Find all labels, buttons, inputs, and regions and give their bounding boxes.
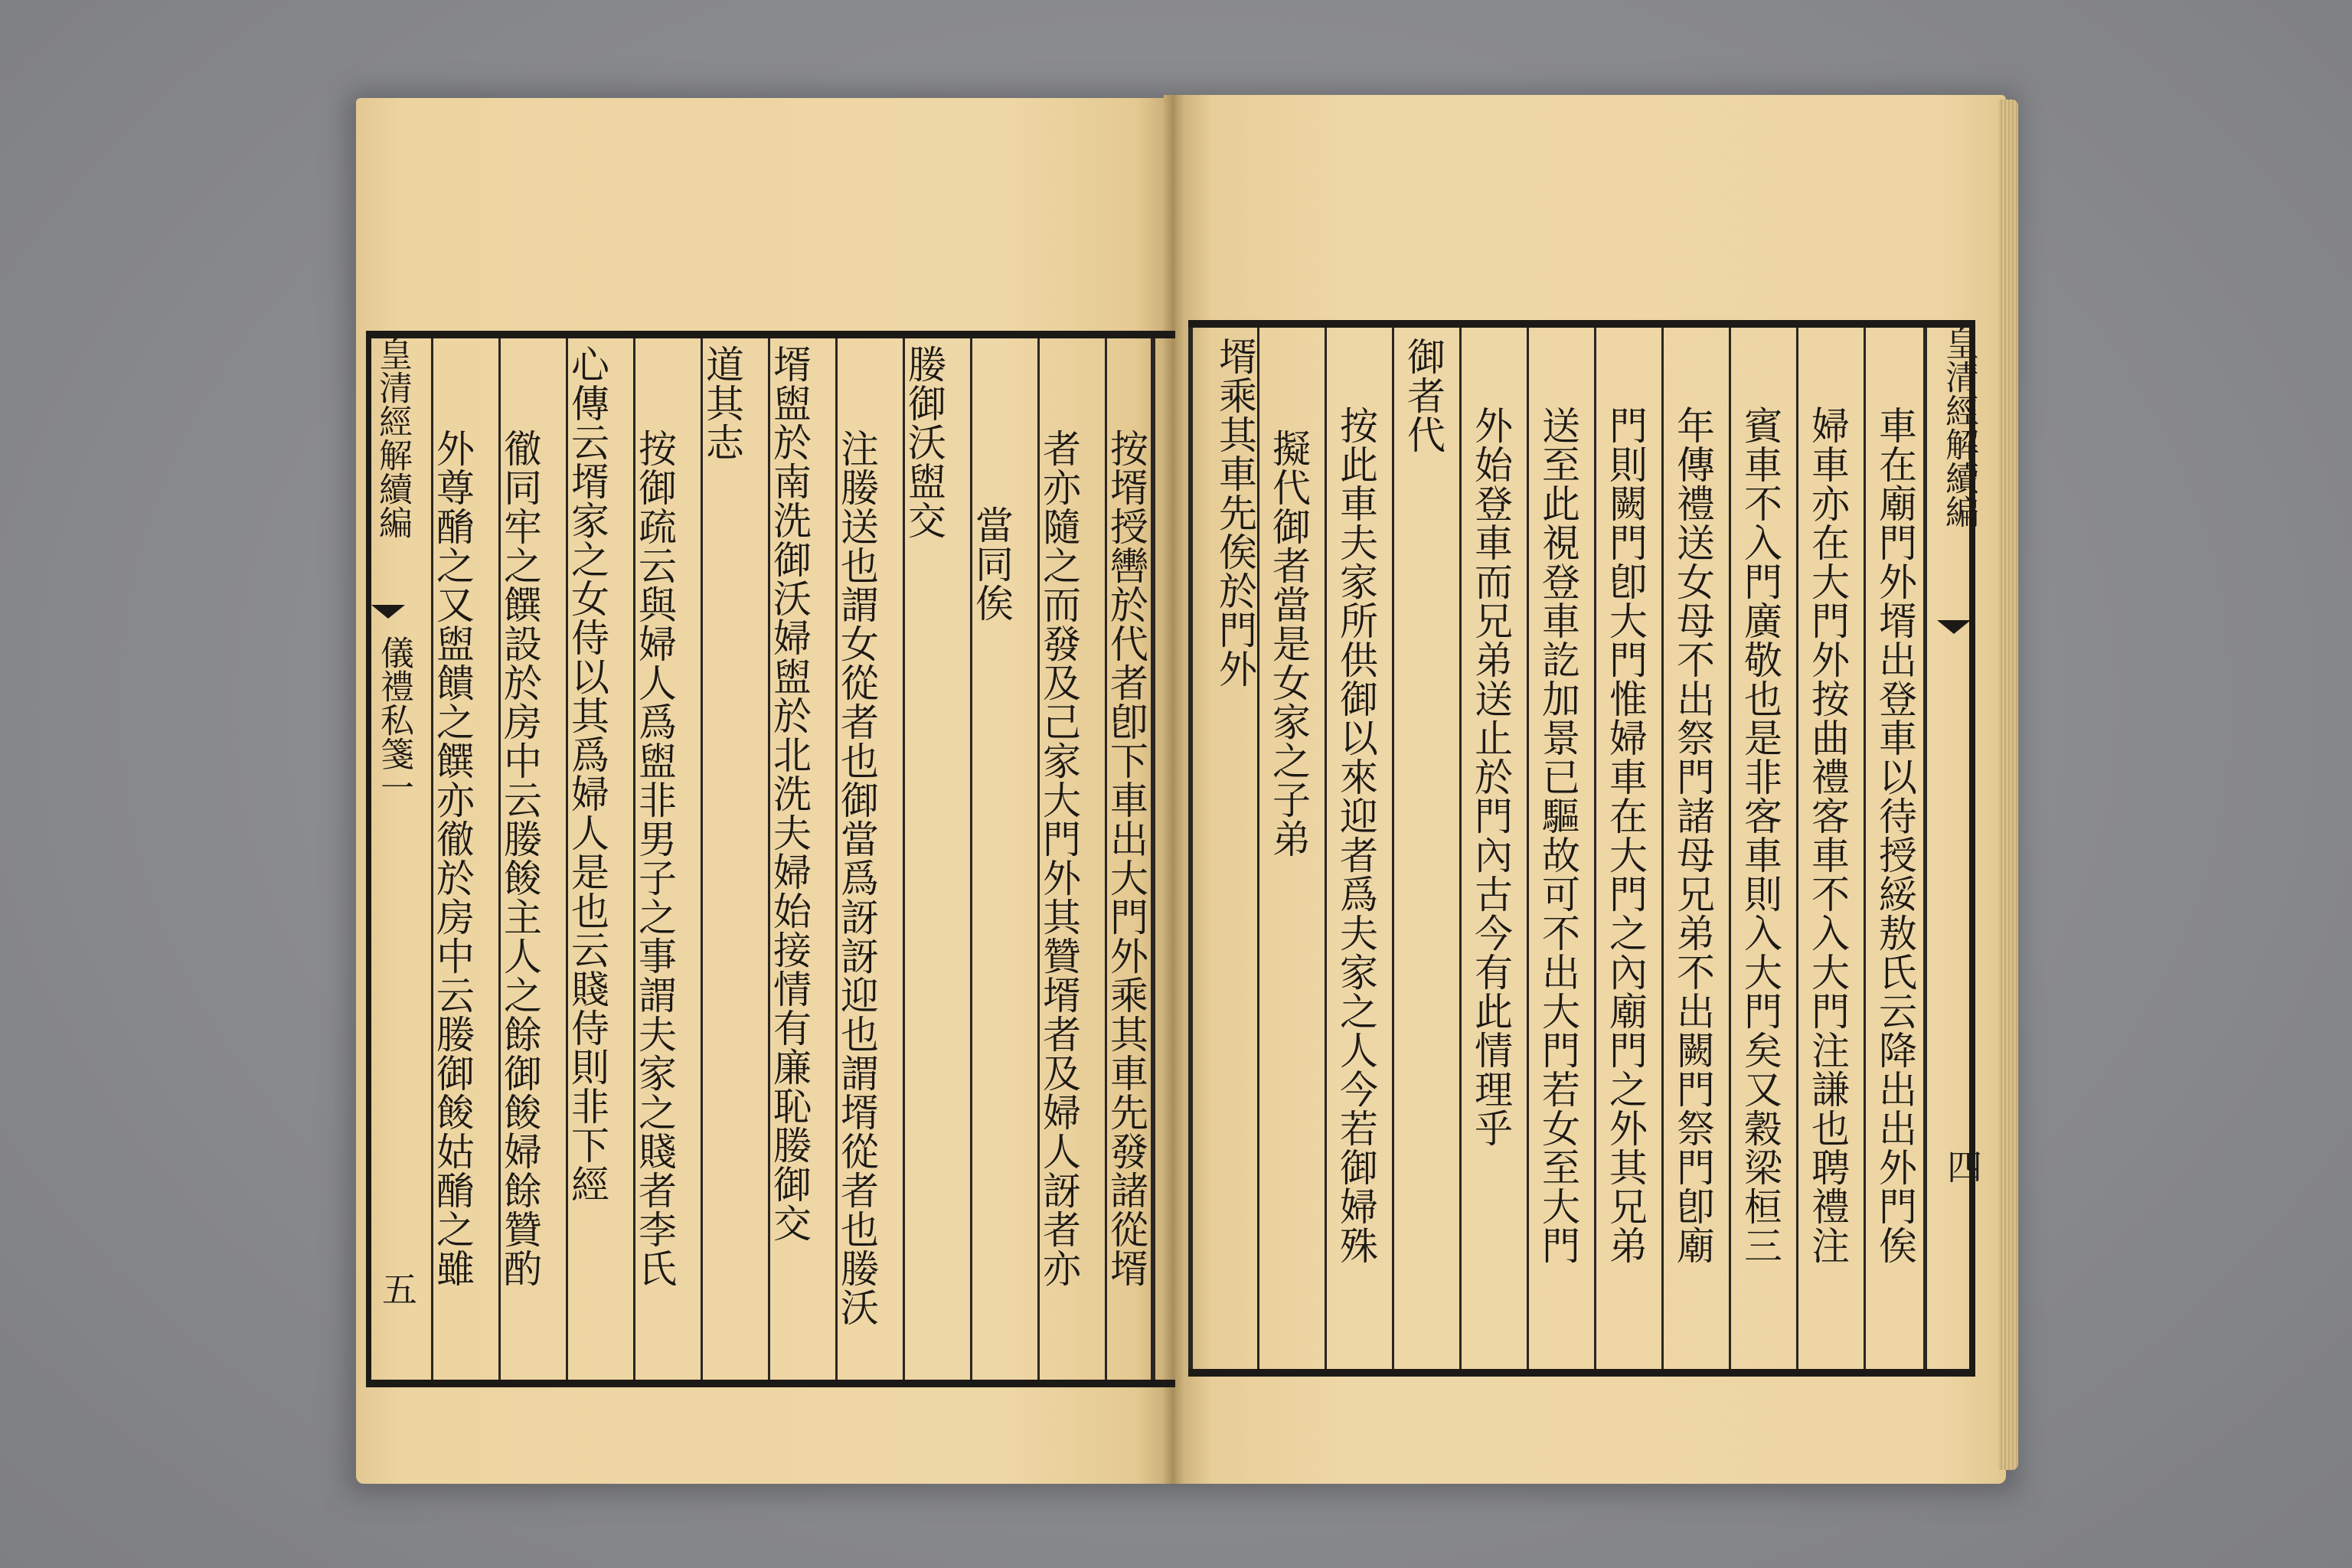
text-column: 徹同牢之饌設於房中云媵餕主人之餘御餕婦餘贊酌 [498,429,542,1288]
text-column: 擬代御者當是女家之子弟 [1266,429,1311,858]
text-column: 賓車不入門廣敬也是非客車則入大門矣又穀梁桓三 [1738,406,1782,1265]
column-rule [1325,328,1327,1369]
column-rule [1594,328,1596,1369]
right-folio-number: 四 [1942,1148,1983,1184]
text-column: 門則闕門卽大門惟婦車在大門之內廟門之外其兄弟 [1603,406,1648,1265]
text-column: 送至此視登車訖加景已驅故可不出大門若女至大門 [1536,406,1580,1265]
text-column: 按御疏云與婦人爲盥非男子之事謂夫家之賤者李氏 [632,429,677,1288]
text-column: 者亦隨之而發及己家大門外其贊壻者及婦人訝者亦 [1037,429,1081,1288]
column-rule [1661,328,1664,1369]
center-rule [1188,328,1193,1369]
text-column: 當同俟 [969,505,1014,622]
text-column: 媵御沃盥交 [902,345,946,540]
fishtail-mark [371,605,405,619]
column-rule [1864,328,1866,1369]
text-column: 御者代 [1401,337,1446,454]
right-margin-title: 皇清經解續編 [1939,326,1978,528]
text-column: 壻盥於南洗御沃婦盥於北洗夫婦始接情有廉恥媵御交 [767,345,812,1243]
column-rule [1392,328,1394,1369]
text-column: 車在廟門外壻出登車以待授綏敖氏云降出出外門俟 [1873,406,1917,1265]
fishtail-mark [1937,620,1971,634]
text-column: 按此車夫家所供御以來迎者爲夫家之人今若御婦殊 [1334,406,1378,1265]
column-rule [1796,328,1798,1369]
text-column: 婦車亦在大門外按曲禮客車不入大門注謙也聘禮注 [1805,406,1850,1265]
column-rule [1527,328,1529,1369]
column-rule [1729,328,1731,1369]
text-column: 壻乘其車先俟於門外 [1213,337,1257,688]
text-column: 按壻授轡於代者卽下車出大門外乘其車先發諸從壻 [1104,429,1148,1288]
left-folio-number: 五 [377,1271,418,1306]
column-rule [970,338,972,1380]
text-column: 道其志 [700,345,744,462]
page-edges [1998,100,2018,1470]
left-margin-subtitle: 儀禮私箋一 [374,635,413,804]
column-rule [1459,328,1462,1369]
text-column: 外尊酳之又盥饋之饌亦徹於房中云媵御餕姑酳之雖 [430,429,475,1288]
text-column: 心傳云壻家之女侍以其爲婦人是也云賤侍則非下經 [565,345,609,1204]
text-column: 年傳禮送女母不出祭門諸母兄弟不出闕門祭門卽廟 [1671,406,1715,1265]
text-column: 外始登車而兄弟送止於門內古今有此情理乎 [1468,406,1513,1148]
text-column: 注媵送也謂女從者也御當爲訝訝迎也謂壻從者也媵沃 [835,429,879,1327]
column-rule [1923,328,1927,1369]
left-margin-title: 皇清經解續編 [373,337,412,539]
